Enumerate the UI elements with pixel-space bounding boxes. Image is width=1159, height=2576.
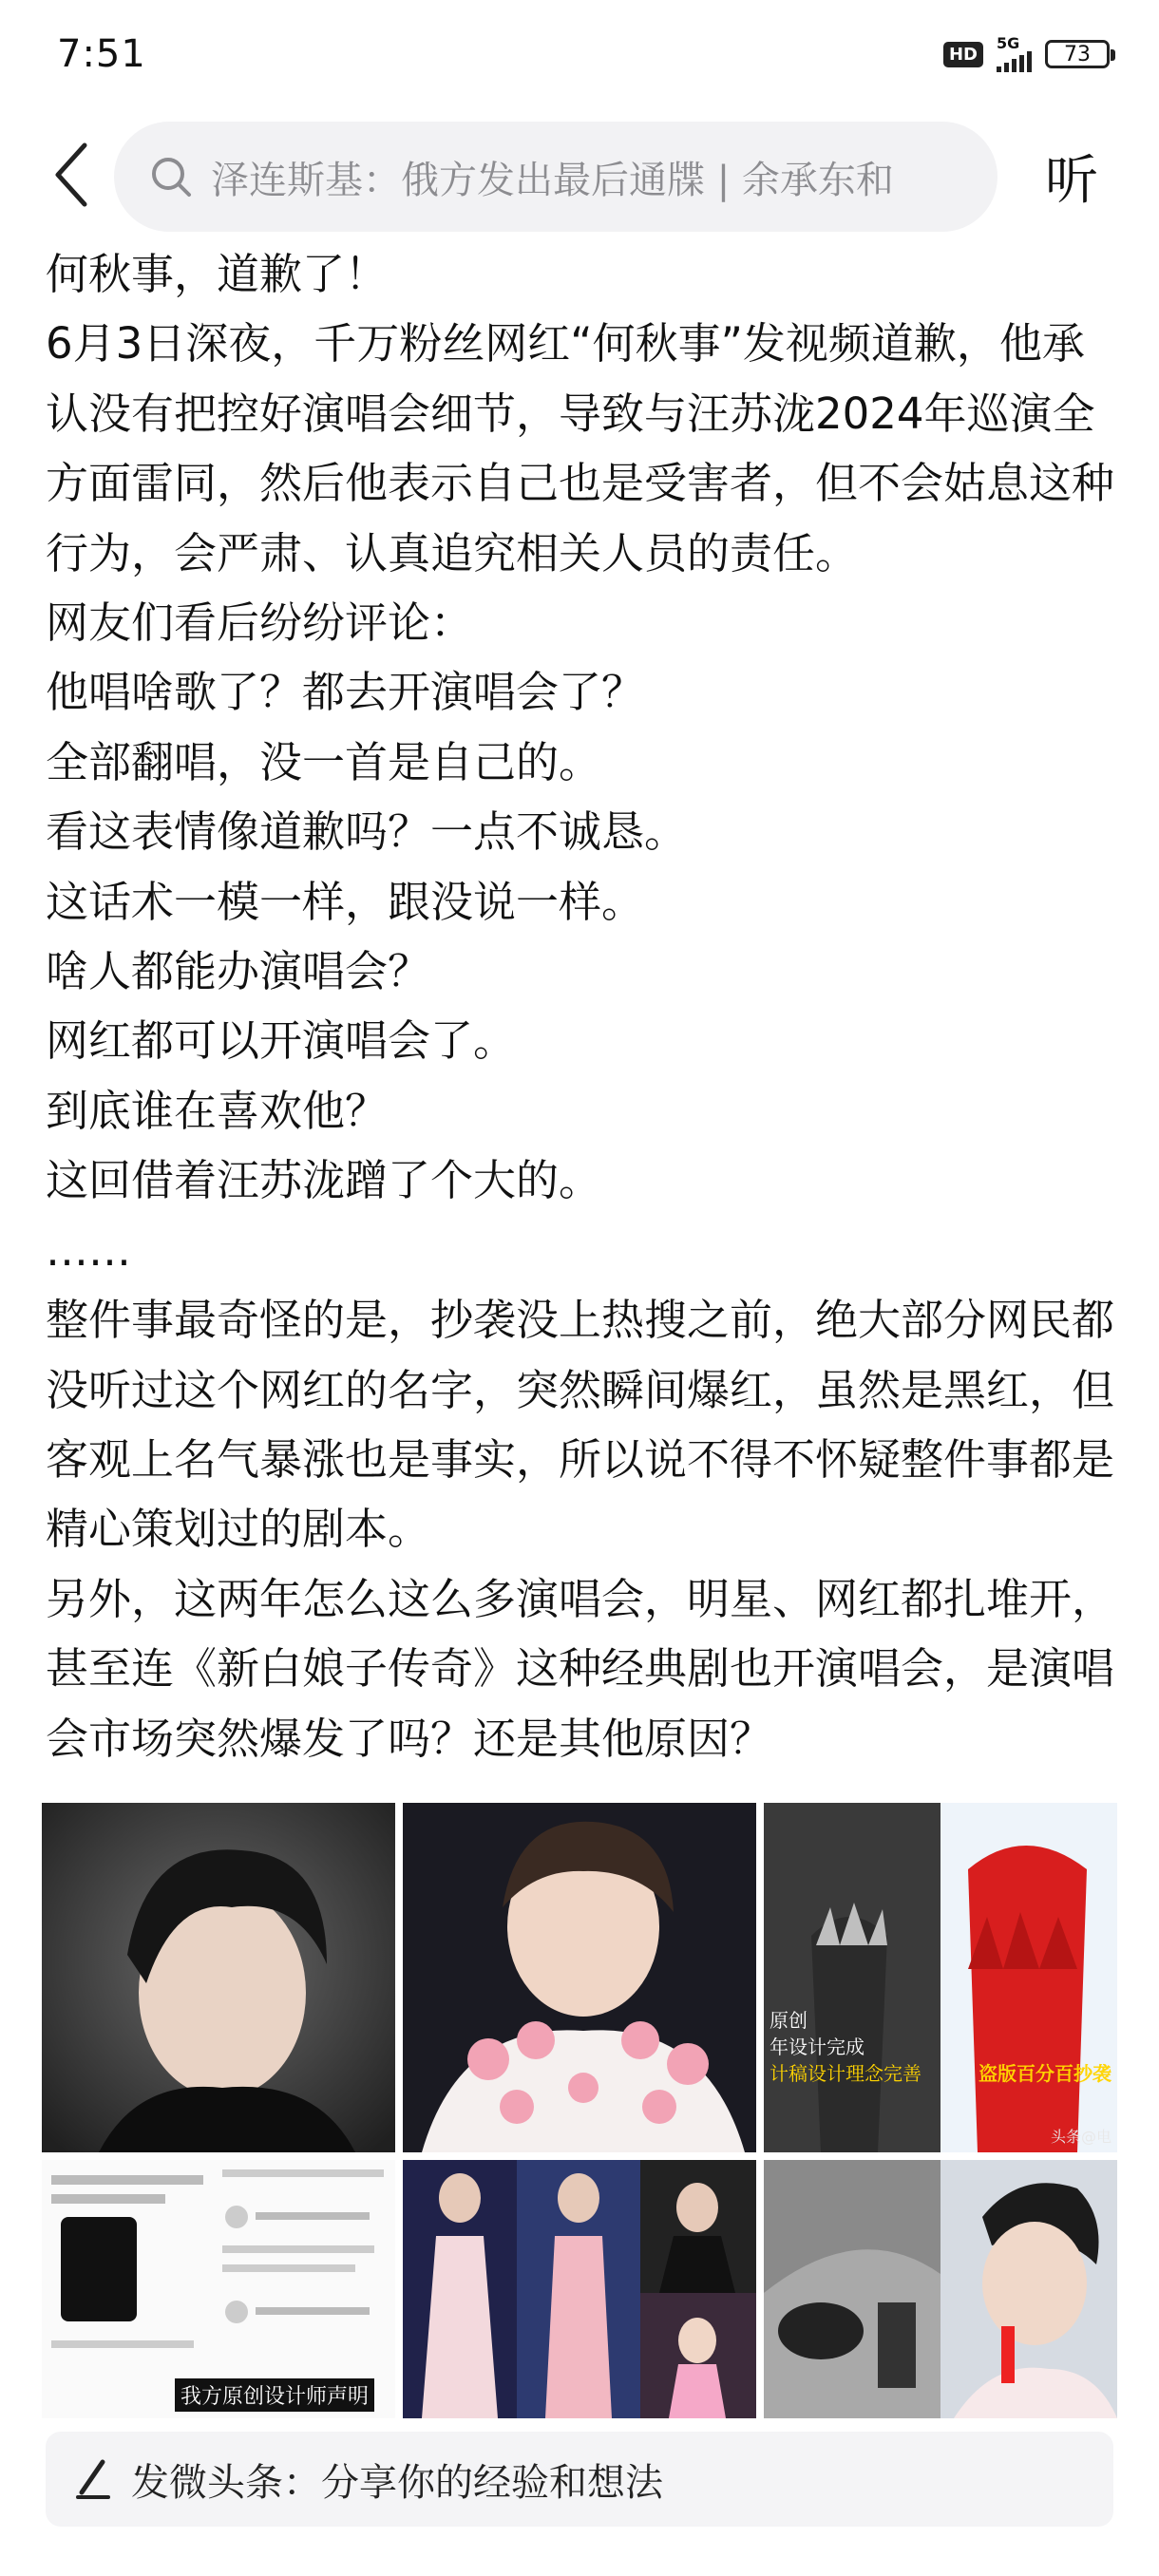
- post-input-placeholder: 发微头条：分享你的经验和想法: [131, 2460, 663, 2505]
- listen-button[interactable]: 听: [1045, 150, 1098, 212]
- image-caption: 盗版百分百抄袭: [978, 2062, 1112, 2085]
- image-stage-collage[interactable]: [403, 2160, 756, 2418]
- article-body: [46, 239, 1119, 1773]
- back-button[interactable]: [38, 139, 104, 211]
- hd-badge: HD: [943, 42, 983, 67]
- article-paragraph: 啥人都能办演唱会？: [46, 946, 431, 997]
- image-caption: 原创: [770, 2009, 808, 2032]
- image-caption: 年设计完成: [770, 2036, 864, 2058]
- search-icon: [148, 154, 194, 199]
- image-watermark: 头条@电: [1050, 2128, 1112, 2146]
- signal-icon: 5G: [997, 36, 1032, 72]
- article-paragraph: 他唱啥歌了？都去开演唱会了？: [46, 667, 645, 718]
- article-paragraph: 这话术一模一样，跟没说一样。: [46, 876, 645, 927]
- article-paragraph: 网红都可以开演唱会了。: [46, 1015, 517, 1067]
- image-caption: 计稿设计理念完善: [770, 2062, 922, 2085]
- pen-icon: [74, 2458, 112, 2500]
- article-paragraph: ……: [46, 1224, 131, 1276]
- image-chat-screenshot[interactable]: [42, 2160, 395, 2418]
- image-caption: 我方原创设计师声明: [175, 2378, 374, 2412]
- article-paragraph: 网友们看后纷纷评论：: [46, 597, 474, 649]
- battery-icon: 73: [1045, 40, 1110, 68]
- article-paragraph: 整件事最奇怪的是，抄袭没上热搜之前，绝大部分网民都没听过这个网红的名字，突然瞬间爆红，虽然是黑红，但客观上名气暴涨也是事实，所以说不得不怀疑整件事都是精心策划过的剧本。: [46, 1295, 1115, 1555]
- top-nav: [0, 112, 1159, 236]
- article-paragraph: 全部翻唱，没一首是自己的。: [46, 736, 602, 787]
- image-performer-1[interactable]: [403, 1803, 756, 2152]
- search-placeholder: 泽连斯基：俄方发出最后通牒 | 余承东和: [211, 158, 894, 202]
- status-bar: [0, 0, 1159, 112]
- article-title: 何秋事，道歉了！: [46, 249, 389, 299]
- search-bar[interactable]: [114, 122, 998, 232]
- image-portrait-mic[interactable]: [764, 2160, 1117, 2418]
- post-input-bar[interactable]: [46, 2432, 1113, 2527]
- article-paragraph: 6月3日深夜，千万粉丝网红“何秋事”发视频道歉，他承认没有把控好演唱会细节，导致与汪苏泷2024年巡演全方面雷同，然后他表示自己也是受害者，但不会姑息这种行为，会严肃、认真追究相关人员的责任。: [46, 318, 1115, 578]
- image-microphone-comparison[interactable]: [764, 1803, 1117, 2152]
- image-portrait-1[interactable]: [42, 1803, 395, 2152]
- clock: 7:51: [57, 32, 146, 76]
- status-icons: [943, 36, 1110, 72]
- article-paragraph: 看这表情像道歉吗？一点不诚恳。: [46, 806, 688, 858]
- article-paragraph: 这回借着汪苏泷蹭了个大的。: [46, 1155, 602, 1206]
- chevron-left-icon: [52, 142, 90, 208]
- article-paragraph: 到底谁在喜欢他？: [46, 1085, 389, 1136]
- article-paragraph: 另外，这两年怎么这么多演唱会，明星、网红都扎堆开，甚至连《新白娘子传奇》这种经典剧也开演唱会，是演唱会市场突然爆发了吗？还是其他原因？: [46, 1573, 1115, 1764]
